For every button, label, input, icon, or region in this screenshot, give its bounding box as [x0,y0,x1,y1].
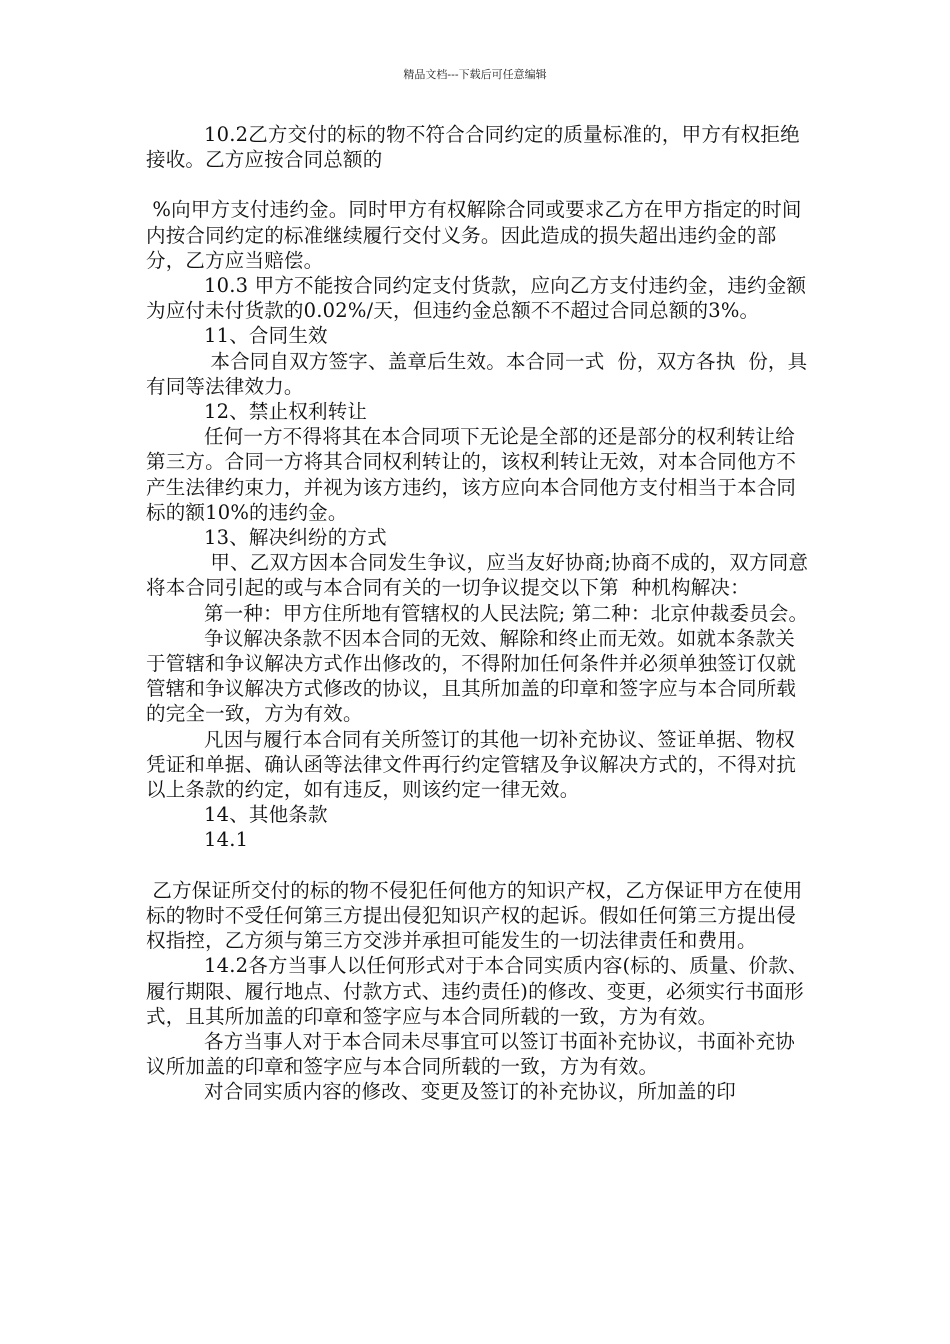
paragraph-13-c: 争议解决条款不因本合同的无效、解除和终止而无效。如就本条款关于管辖和争议解决方式作出修改的，不得附加任何条件并必须单独签订仅就管辖和争议解决方式修改的协议，且其所加盖的印章和签字应与本合同所载的完全一致，方为有效。 [146,626,797,726]
blank-line [146,853,814,878]
document-body [146,122,814,1105]
paragraph-10-3: 10.3 甲方不能按合同约定支付货款，应向乙方支付违约金，违约金额为应付未付货款的0.02%/天，但违约金总额不不超过合同总额的3%。 [146,274,807,323]
paragraph-14-2: 14.2各方当事人以任何形式对于本合同实质内容(标的、质量、价款、履行期限、履行地点、付款方式、违约责任)的修改、变更，必须实行书面形式，且其所加盖的印章和签字应与本合同所载的一致，方为有效。 [146,954,808,1028]
paragraph-14-2-c: 对合同实质内容的修改、变更及签订的补充协议，所加盖的印 [204,1080,736,1104]
paragraph-10-2-cont: %向甲方支付违约金。同时甲方有权解除合同或要求乙方在甲方指定的时间内按合同约定的标准继续履行交付义务。因此造成的损失超出违约金的部分，乙方应当赔偿。 [146,198,802,272]
heading-11: 11、合同生效 [204,324,328,348]
heading-12: 12、禁止权利转让 [204,400,368,424]
page-header: 精品文档---下载后可任意编辑 [403,68,547,81]
paragraph-12: 任何一方不得将其在本合同项下无论是全部的还是部分的权利转让给第三方。合同一方将其合同权利转让的，该权利转让无效，对本合同他方不产生法律约束力，并视为该方违约，该方应向本合同他方支付相当于本合同标的额10%的违约金。 [146,425,797,524]
blank-line [146,172,814,197]
paragraph-13-a: 甲、乙双方因本合同发生争议，应当友好协商;协商不成的，双方同意将本合同引起的或与本合同有关的一切争议提交以下第 种机构解决： [146,551,809,600]
heading-14-1: 14.1 [204,828,249,852]
paragraph-13-b: 第一种：甲方住所地有管辖权的人民法院; 第二种：北京仲裁委员会。 [204,601,809,625]
heading-13: 13、解决纠纷的方式 [204,526,387,550]
heading-14: 14、其他条款 [204,803,328,827]
paragraph-14-1: 乙方保证所交付的标的物不侵犯任何他方的知识产权，乙方保证甲方在使用标的物时不受任何第三方提出侵犯知识产权的起诉。假如任何第三方提出侵权指控，乙方须与第三方交涉并承担可能发生的一切法律责任和费用。 [146,878,803,953]
paragraph-13-d: 凡因与履行本合同有关所签订的其他一切补充协议、签证单据、物权凭证和单据、确认函等法律文件再行约定管辖及争议解决方式的，不得对抗以上条款的约定，如有违反，则该约定一律无效。 [146,727,797,802]
paragraph-10-2: 10.2乙方交付的标的物不符合合同约定的质量标准的，甲方有权拒绝接收。乙方应按合同总额的 [146,123,800,172]
paragraph-11: 本合同自双方签字、盖章后生效。本合同一式 份，双方各执 份，具有同等法律效力。 [146,349,808,398]
paragraph-14-2-b: 各方当事人对于本合同未尽事宜可以签订书面补充协议，书面补充协议所加盖的印章和签字应与本合同所载的一致，方为有效。 [146,1029,796,1079]
